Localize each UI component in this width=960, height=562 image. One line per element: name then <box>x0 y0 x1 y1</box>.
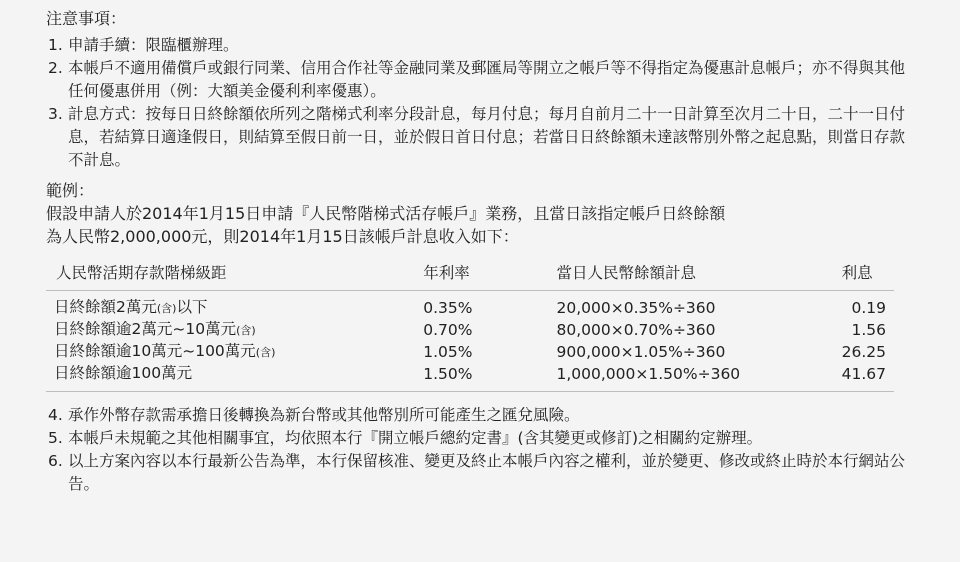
tier-label: 日終餘額逾2萬元~10萬元 <box>54 320 237 338</box>
example-desc-line1: 假設申請人於2014年1月15日申請『人民幣階梯式活存帳戶』業務，且當日該指定帳戶日終餘額 <box>46 204 726 223</box>
tier-note: (含) <box>255 346 276 359</box>
note-item <box>46 57 920 103</box>
note-number: 6. <box>48 452 63 470</box>
tier-cell <box>46 363 423 392</box>
tier-note: (含) <box>156 302 177 315</box>
tier-suffix: 以下 <box>176 298 208 316</box>
note-number: 2. <box>48 59 63 77</box>
note-text: 計息方式：按每日日終餘額依所列之階梯式利率分段計息，每月付息；每月自前月二十一日計算至次月二十日，二十一日付息，若結算日適逢假日，則結算至假日前一日，並於假日首日付息；若當日日終餘額未達該幣別外幣之起息點，則當日存款不計息。 <box>68 105 906 169</box>
note-text: 承作外幣存款需承擔日後轉換為新台幣或其他幣別所可能產生之匯兌風險。 <box>68 406 580 424</box>
note-number: 5. <box>48 429 63 447</box>
rate-cell: 1.50% <box>423 363 556 392</box>
note-item <box>46 404 920 427</box>
note-item <box>46 427 920 450</box>
note-item <box>46 34 920 57</box>
interest-cell: 26.25 <box>841 342 886 361</box>
note-text: 以上方案內容以本行最新公告為準，本行保留核准、變更及終止本帳戶內容之權利，並於變更、修改或終止時於本行網站公告。 <box>68 452 906 493</box>
tier-cell <box>46 291 423 320</box>
header-interest: 利息 <box>842 254 894 291</box>
tier-label: 日終餘額逾10萬元~100萬元 <box>54 342 256 360</box>
note-item <box>46 450 920 496</box>
example-description <box>46 202 920 248</box>
note-number: 3. <box>48 105 63 123</box>
table-header-row <box>46 254 894 291</box>
calc-cell: 900,000×1.05%÷360 <box>556 342 726 361</box>
header-rate: 年利率 <box>423 254 556 291</box>
rate-cell: 1.05% <box>423 342 473 361</box>
table-row <box>46 341 894 363</box>
table-row <box>46 291 894 320</box>
header-tier: 人民幣活期存款階梯級距 <box>46 254 423 291</box>
notes-list <box>46 34 920 172</box>
note-item <box>46 103 920 172</box>
interest-cell: 1.56 <box>851 320 886 339</box>
note-text: 本帳戶不適用備償戶或銀行同業、信用合作社等金融同業及郵匯局等開立之帳戶等不得指定為優惠計息帳戶；亦不得與其他任何優惠併用（例：大額美金優利利率優惠）。 <box>68 59 906 100</box>
example-title: 範例： <box>46 181 95 200</box>
calc-cell: 1,000,000×1.50%÷360 <box>556 363 841 392</box>
note-text: 申請手續：限臨櫃辦理。 <box>68 36 239 54</box>
note-number: 4. <box>48 406 63 424</box>
table-row <box>46 319 894 341</box>
tier-label: 日終餘額2萬元 <box>54 298 157 316</box>
calc-cell: 80,000×0.70%÷360 <box>556 320 716 339</box>
note-text: 本帳戶未規範之其他相關事宜，均依照本行『開立帳戶總約定書』(含其變更或修訂)之相關約定辦理。 <box>68 429 763 447</box>
calc-cell: 20,000×0.35%÷360 <box>556 298 716 317</box>
rate-cell: 0.35% <box>423 298 473 317</box>
interest-cell: 0.19 <box>851 298 886 317</box>
rate-cell: 0.70% <box>423 320 473 339</box>
table-row <box>46 363 894 392</box>
tier-cell <box>46 319 423 341</box>
header-calc: 當日人民幣餘額計息 <box>556 254 841 291</box>
interest-cell: 41.67 <box>842 363 894 392</box>
notes-list-continued <box>46 404 920 496</box>
interest-tier-table <box>46 254 894 392</box>
example-desc-line2: 為人民幣2,000,000元，則2014年1月15日該帳戶計息收入如下： <box>46 227 519 246</box>
notes-heading: 注意事項： <box>46 9 127 28</box>
tier-note: (含) <box>236 324 256 337</box>
tier-label: 日終餘額逾100萬元 <box>54 364 193 382</box>
tier-cell <box>46 341 423 363</box>
note-number: 1. <box>48 36 63 54</box>
